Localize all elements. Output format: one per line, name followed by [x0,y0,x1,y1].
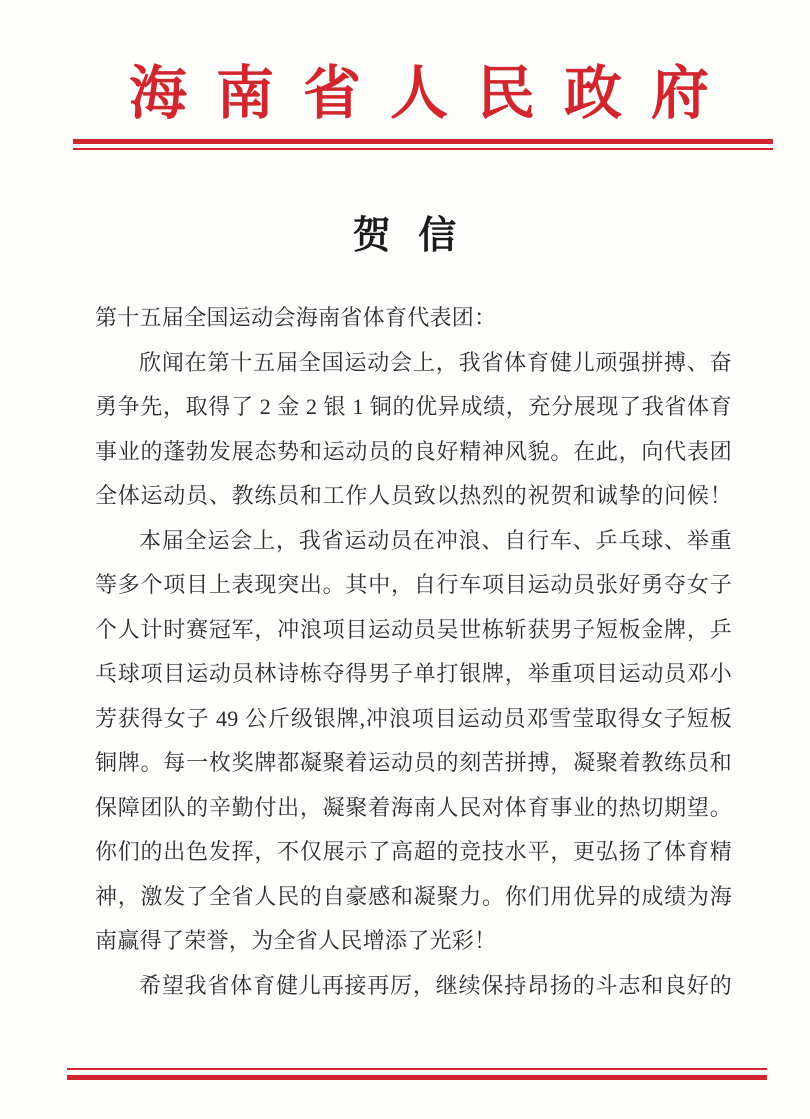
letter-line: 南赢得了荣誉，为全省人民增添了光彩！ [95,928,497,953]
letter-line: 等多个项目上表现突出。其中，自行车项目运动员张好勇夺女子 [95,572,732,597]
letter-title: 贺 信 [352,215,458,257]
letter-line: 事业的蓬勃发展态势和运动员的良好精神风貌。在此，向代表团 [95,438,732,464]
letter-line: 乓球项目运动员林诗栋夺得男子单打银牌，举重项目运动员邓小 [95,661,732,686]
letter-line: 芳获得女子 49 公斤级银牌,冲浪项目运动员邓雪莹取得女子短板 [95,705,732,731]
letter-line: 第十五届全国运动会海南省体育代表团： [95,305,497,330]
letter-line: 全体运动员、教练员和工作人员致以热烈的祝贺和诚挚的问候！ [95,483,732,508]
letter-line: 希望我省体育健儿再接再厉，继续保持昂扬的斗志和良好的 [139,972,732,998]
letter-line: 勇争先，取得了 2 金 2 银 1 铜的优异成绩，充分展现了我省体育 [95,394,732,419]
footer-double-rule [67,1068,767,1080]
letter-body [95,296,732,1008]
letter-line: 你们的出色发挥，不仅展示了高超的竞技水平，更弘扬了体育精 [95,839,732,864]
letter-line: 本届全运会上，我省运动员在冲浪、自行车、乒乓球、举重 [139,527,732,553]
letter-line: 保障团队的辛勤付出，凝聚着海南人民对体育事业的热切期望。 [95,794,732,820]
letterhead-double-rule [73,139,773,150]
letter-line: 铜牌。每一枚奖牌都凝聚着运动员的刻苦拼搏，凝聚着教练员和 [95,750,732,775]
letter-line: 个人计时赛冠军，冲浪项目运动员吴世栋斩获男子短板金牌，乒 [95,616,732,642]
letter-line: 神，激发了全省人民的自豪感和凝聚力。你们用优异的成绩为海 [95,883,732,909]
letterhead-org-name: 海南省人民政府 [129,61,739,126]
letter-line: 欣闻在第十五届全国运动会上，我省体育健儿顽强拼搏、奋 [139,349,732,375]
